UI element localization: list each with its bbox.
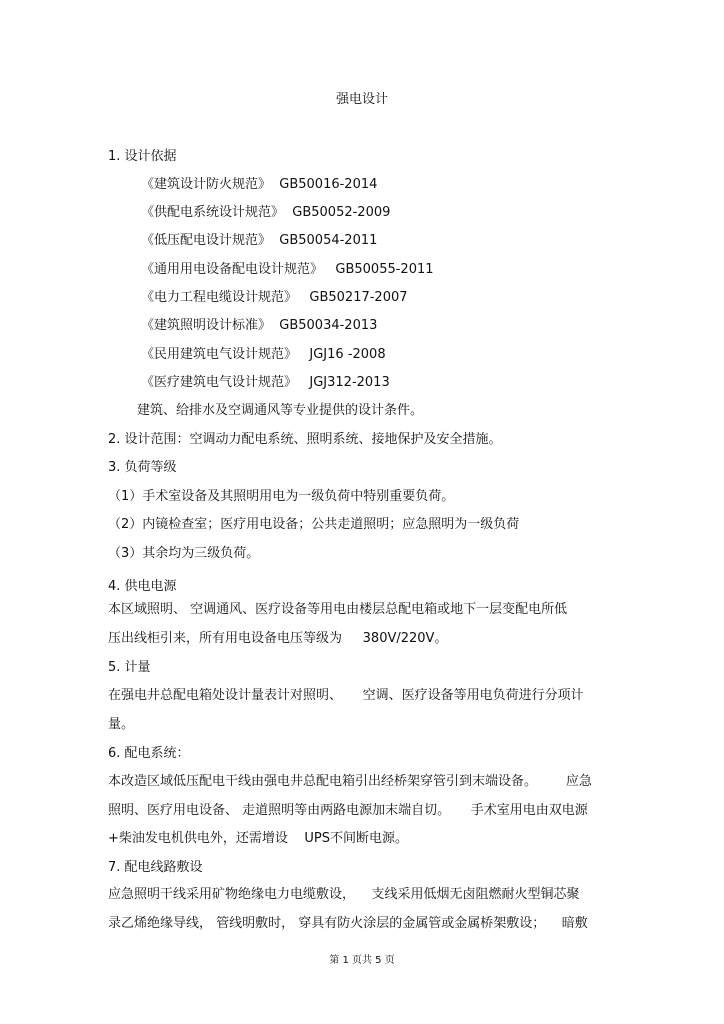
body-text: 录乙烯绝缘导线， 管线明敷时， 穿具有防火涂层的金属管或金属桥架敷设； 暗敷 [108,916,588,931]
body-text: 本区域照明、 空调通风、医疗设备等用电由楼层总配电箱或地下一层变配电所低 [108,602,568,617]
section-heading-metering: 5. 计量 [108,660,151,675]
section-heading-power-source: 4. 供电电源 [108,579,177,594]
page-number-footer: 第 1 页共 5 页 [329,955,395,966]
body-text: 应急照明干线采用矿物绝缘电力电缆敷设， 支线采用低烟无卤阻燃耐火型铜芯聚 [108,887,580,902]
section-heading-design-scope: 2. 设计范围：空调动力配电系统、照明系统、接地保护及安全措施。 [108,432,502,447]
body-text: 建筑、给排水及空调通风等专业提供的设计条件。 [137,403,424,418]
body-text: 压出线柜引来，所有用电设备电压等级为 380V/220V。 [108,631,448,646]
standard-item: 《通用用电设备配电设计规范》 GB50055-2011 [141,262,434,277]
standard-item: 《建筑照明设计标准》 GB50034-2013 [141,318,378,333]
section-heading-load-class: 3. 负荷等级 [108,460,177,475]
body-text: 量。 [108,717,135,732]
section-heading-design-basis: 1. 设计依据 [108,149,177,164]
document-title: 强电设计 [335,92,388,107]
list-item: （3）其余均为三级负荷。 [108,546,260,561]
standard-item: 《低压配电设计规范》 GB50054-2011 [141,233,378,248]
standard-item: 《民用建筑电气设计规范》 JGJ16 -2008 [141,347,386,362]
section-heading-wiring: 7. 配电线路敷设 [108,860,203,875]
standard-item: 《供配电系统设计规范》 GB50052-2009 [141,205,391,220]
body-text: 照明、医疗用电设备、 走道照明等由两路电源加末端自切。 手术室用电由双电源 [108,803,588,818]
body-text: +柴油发电机供电外，还需增设 UPS不间断电源。 [108,831,409,846]
list-item: （2）内镜检查室；医疗用电设备；公共走道照明；应急照明为一级负荷 [108,517,520,532]
standard-item: 《电力工程电缆设计规范》 GB50217-2007 [141,290,408,305]
body-text: 在强电井总配电箱处设计量表计对照明、 空调、医疗设备等用电负荷进行分项计 [108,688,584,703]
standard-item: 《医疗建筑电气设计规范》 JGJ312-2013 [141,375,390,390]
list-item: （1）手术室设备及其照明用电为一级负荷中特别重要负荷。 [108,489,455,504]
section-heading-distribution: 6. 配电系统： [108,746,190,761]
standard-item: 《建筑设计防火规范》 GB50016-2014 [141,177,378,192]
body-text: 本改造区域低压配电干线由强电井总配电箱引出经桥架穿管引到末端设备。 应急 [108,774,592,789]
